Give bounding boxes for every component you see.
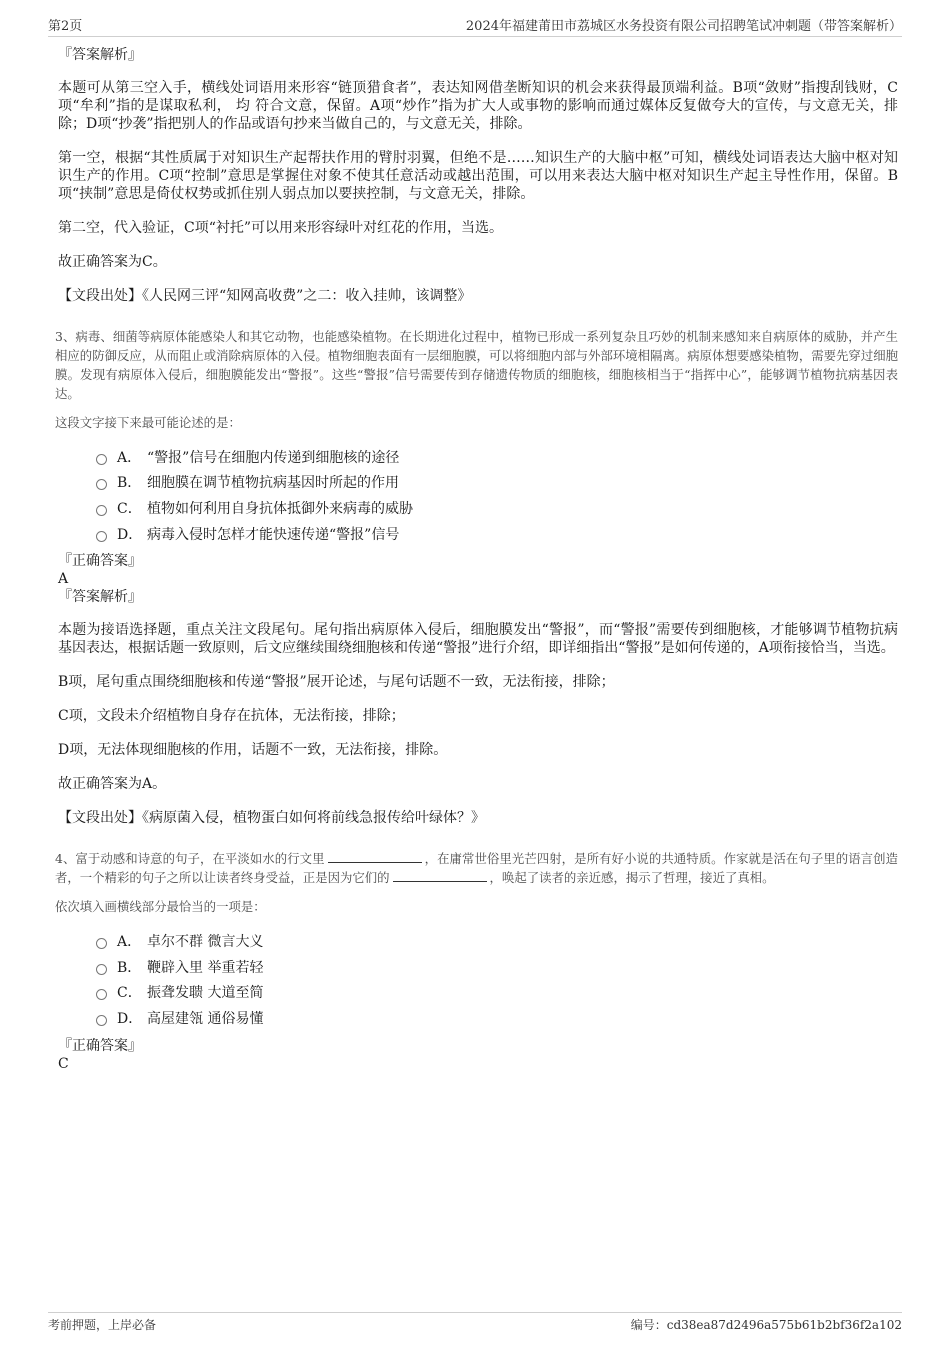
q2-source: 【文段出处】《人民网三评“知网高收费”之二：收入挂帅，该调整》: [58, 288, 472, 304]
q3-analysis-para-1: 本题为接语选择题，重点关注文段尾句。尾句指出病原体入侵后，细胞膜发出“警报”，而“警报”需要传到细胞核，才能够调节植物抗病基因表达，根据话题一致原则，后文应继续围绕细胞核和传递“警报”进行介绍，即详细指出“警报”是如何传递的，A项衔接恰当，当选。: [58, 622, 898, 657]
q3-source: 【文段出处】《病原菌入侵，植物蛋白如何将前线急报传给叶绿体？》: [58, 810, 485, 827]
q4-question-text: [55, 849, 898, 887]
q2-analysis-para-1: 本题可从第三空入手，横线处词语用来形容“链顶猎食者”，表达知网借垄断知识的机会来获得最顶端利益。B项“敛财”指搜刮钱财，C项“牟利”指的是谋取私利， 均 符合文意，保留。A项“炒作”指为扩大人或事物的影响而通过媒体反复做夸大的宣传，与文意无关，排除；D项“抄袭”指把别人的作品或语句抄来当做自己的，与文意无关，排除。: [58, 80, 898, 132]
q4-blank-1: [328, 851, 422, 863]
radio-button-icon[interactable]: [96, 938, 107, 949]
q3-option-c[interactable]: [96, 495, 898, 521]
option-letter: C．: [117, 500, 142, 517]
footer-slogan: 考前押题，上岸必备: [48, 1318, 157, 1332]
q4-blank-2: [393, 870, 487, 882]
q4-answer-label: 『正确答案』: [58, 1037, 142, 1054]
radio-button-icon[interactable]: [96, 989, 107, 1000]
option-letter: B．: [117, 475, 142, 492]
page-header: [48, 14, 902, 37]
q4-question-part-2: ，在庸常世俗里光芒四射，是所有好小说的共通特质。作家就是活在句子里的语言创造者，一个精彩的句子之所以让读者终身受益，正是因为它们的: [55, 851, 898, 886]
option-text: 卓尔不群 微言大义: [147, 934, 264, 951]
option-letter: A．: [117, 934, 142, 951]
radio-button-icon[interactable]: [96, 1015, 107, 1026]
q3-option-a[interactable]: [96, 444, 898, 470]
q2-analysis-para-3: 第二空，代入验证，C项“衬托”可以用来形容绿叶对红花的作用，当选。: [58, 220, 504, 236]
q3-prompt: 这段文字接下来最可能论述的是：: [55, 415, 241, 430]
q4-option-a[interactable]: [96, 928, 898, 954]
radio-button-icon[interactable]: [96, 531, 107, 542]
radio-button-icon[interactable]: [96, 964, 107, 975]
option-letter: A．: [117, 449, 142, 466]
q2-analysis-label: 『答案解析』: [58, 47, 142, 63]
q4-prompt: 依次填入画横线部分最恰当的一项是：: [55, 899, 266, 915]
q4-option-b[interactable]: [96, 954, 898, 980]
q3-option-b[interactable]: [96, 470, 898, 496]
q3-analysis-label: 『答案解析』: [58, 589, 142, 606]
option-letter: D．: [117, 1010, 143, 1027]
q3-options: [58, 444, 898, 546]
option-text: 鞭辟入里 举重若轻: [147, 959, 264, 976]
radio-button-icon[interactable]: [96, 479, 107, 490]
q4-question-part-3: ，唤起了读者的亲近感，揭示了哲理，接近了真相。: [489, 870, 775, 886]
q3-question-text: 3、病毒、细菌等病原体能感染人和其它动物，也能感染植物。在长期进化过程中，植物已形成一系列复杂且巧妙的机制来感知来自病原体的威胁，并产生相应的防御反应，从而阻止或消除病原体的入侵。植物细胞表面有一层细胞膜，可以将细胞内部与外部环境相隔离。病原体想要感染植物，需要先穿过细胞膜。发现有病原体入侵后，细胞膜能发出“警报”。这些“警报”信号需要传到存储遗传物质的细胞核，细胞核相当于“指挥中心”，能够调节植物抗病基因表达。: [55, 329, 898, 401]
q4-options: [58, 928, 898, 1030]
q3-conclusion: 故正确答案为A。: [58, 776, 167, 793]
option-text: 细胞膜在调节植物抗病基因时所起的作用: [147, 475, 399, 492]
option-text: 植物如何利用自身抗体抵御外来病毒的威胁: [147, 500, 413, 517]
q3-analysis-para-3: C项，文段未介绍植物自身存在抗体，无法衔接，排除；: [58, 708, 405, 725]
page-footer: [48, 1312, 902, 1336]
document-title: 2024年福建莆田市荔城区水务投资有限公司招聘笔试冲刺题（带答案解析）: [465, 19, 902, 34]
q4-question-part-1: 4、富于动感和诗意的句子，在平淡如水的行文里: [55, 851, 325, 867]
q4-answer: C: [58, 1055, 69, 1072]
option-letter: D．: [117, 526, 143, 543]
option-letter: B．: [117, 959, 142, 976]
q2-analysis-para-2: 第一空，根据“其性质属于对知识生产起帮扶作用的臂肘羽翼，但绝不是……知识生产的大脑中枢”可知，横线处词语表达大脑中枢对知识生产的作用。C项“控制”意思是掌握住对象不使其任意活动或越出范围，可以用来表达大脑中枢对知识生产起主导性作用，保留。B项“挟制”意思是倚仗权势或抓住别人弱点加以要挟控制，与文意无关，排除。: [58, 150, 898, 202]
option-text: “警报”信号在细胞内传递到细胞核的途径: [147, 449, 400, 466]
option-text: 振聋发聩 大道至简: [147, 985, 264, 1002]
q2-conclusion: 故正确答案为C。: [58, 254, 167, 270]
radio-button-icon[interactable]: [96, 454, 107, 465]
q3-analysis-para-4: D项，无法体现细胞核的作用，话题不一致，无法衔接，排除。: [58, 742, 448, 759]
option-text: 高屋建瓴 通俗易懂: [147, 1010, 264, 1027]
page-number: 第2页: [48, 19, 83, 34]
document-id: 编号：cd38ea87d2496a575b61b2bf36f2a102: [630, 1318, 902, 1332]
option-letter: C．: [117, 985, 142, 1002]
option-text: 病毒入侵时怎样才能快速传递“警报”信号: [147, 526, 400, 543]
q3-answer-label: 『正确答案』: [58, 553, 142, 570]
page-content: [55, 46, 898, 1073]
q4-option-c[interactable]: [96, 980, 898, 1006]
q4-option-d[interactable]: [96, 1005, 898, 1031]
q3-analysis-para-2: B项，尾句重点围绕细胞核和传递“警报”展开论述，与尾句话题不一致，无法衔接，排除；: [58, 674, 615, 691]
q3-answer: A: [58, 571, 69, 588]
q3-option-d[interactable]: [96, 521, 898, 547]
radio-button-icon[interactable]: [96, 505, 107, 516]
